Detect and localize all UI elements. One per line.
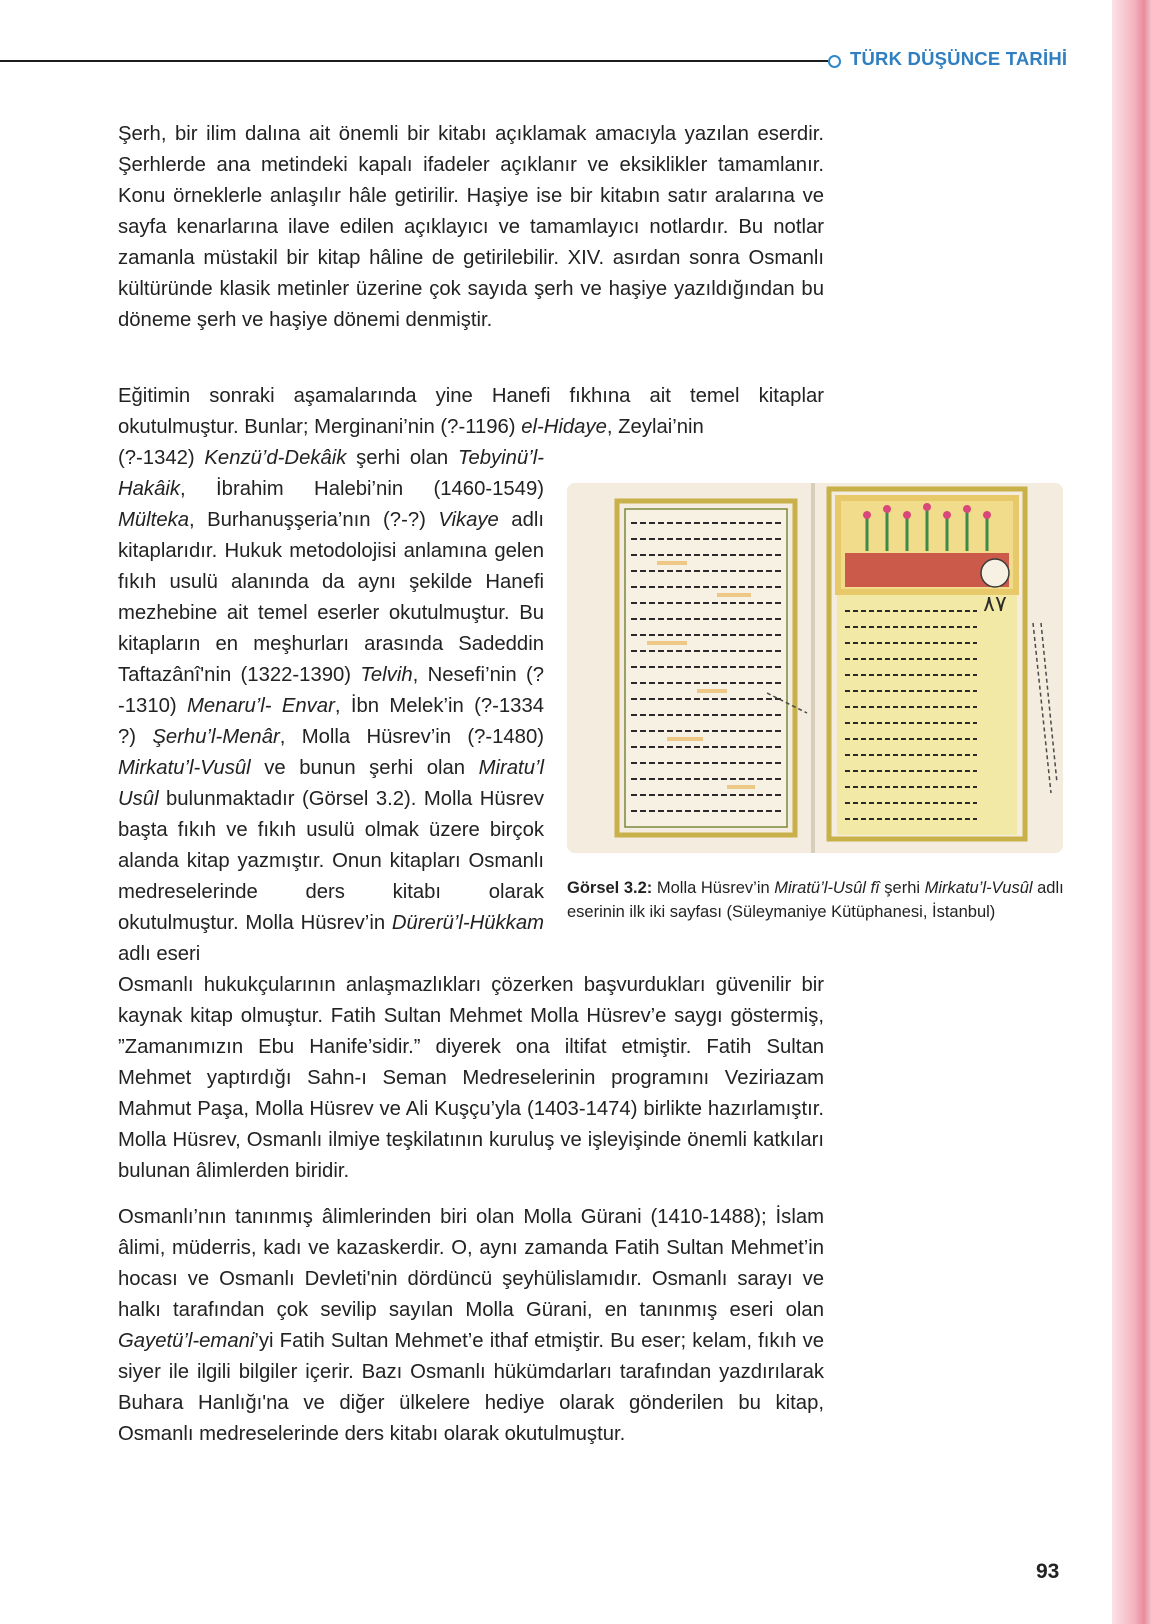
book-title: Miratu’l Usûl (118, 757, 544, 810)
p3-text: ’yi Fatih Sultan Mehmet’e ithaf etmiştir. Bu eser; kelam, fıkıh ve siyer ile ilgili bilgiler içerir. Bazı Osmanlı hükümdarları tarafından yazdırılarak Buhara Hanlığı'na ve diğer ülkelere hediye olarak gönderilen bu kitap, Osmanlı medreselerinde ders kitabı olarak okutulmuştur. (118, 1330, 824, 1445)
book-title: Gayetü’l-emani (118, 1330, 255, 1352)
book-title: Şerhu’l-Menâr (152, 726, 280, 748)
book-title: el-Hidaye (521, 416, 607, 438)
p2-text: adlı kitaplarıdır. Hukuk metodolojisi anlamına gelen fıkıh usulü alanında da aynı şekilde Hanefi mezhebine ait temel eserler okutulmuştur. Bu kitapların en meşhurları arasında Sadeddin Taftazânî'nin (1322-1390) (118, 509, 544, 686)
p2-text-wide: Osmanlı hukukçularının anlaşmazlıkları çözerken başvurdukları güvenilir bir kaynak kitap olmuştur. Fatih Sultan Mehmet Molla Hüsrev’e saygı göstermiş, ”Zamanımızın Ebu Hanife’sidir.” diyerek ona iltifat etmiştir. Fatih Sultan Mehmet yaptırdığı Sahn-ı Seman Medreselerinin programını Veziriazam Mahmut Paşa, Molla Hüsrev ve Ali Kuşçu’yla (1403-1474) birlikte hazırlamıştır. Molla Hüsrev, Osmanlı ilmiye teşkilatının kuruluş ve işleyişinde önemli katkıları bulunan âlimlerden biridir. (118, 974, 824, 1182)
p3-text: Osmanlı’nın tanınmış âlimlerinden biri olan Molla Gürani (1410-1488); İslam âlimi, müderris, kadı ve kazaskerdir. O, aynı zamanda Fatih Sultan Mehmet’in hocası ve Osmanlı Devleti'nin dördüncü şeyhülislamıdır. Osmanlı sarayı ve halkı tarafından çok sevilip sayılan Molla Gürani, en tanınmış eseri olan (118, 1206, 824, 1321)
paragraph-molla-gurani (118, 1202, 824, 1450)
header-circle-icon (828, 55, 841, 68)
p2-text: ve bunun şerhi olan (250, 757, 479, 779)
running-header: TÜRK DÜŞÜNCE TARİHİ (850, 48, 1068, 69)
caption-text: şerhi (879, 879, 925, 897)
book-title: Menaru’l- Envar (186, 695, 335, 717)
book-title: Mirkatu’l-Vusûl (118, 757, 251, 779)
p2-text: (?-1342) (118, 447, 205, 469)
caption-title: Miratü’l-Usûl fî (774, 879, 880, 897)
paragraph-serh-hasiye: Şerh, bir ilim dalına ait önemli bir kitabı açıklamak amacıyla yazılan eserdir. Şerhlerde ana metindeki kapalı ifadeler açıklanır ve eksiklikler tamamlanır. Konu örneklerle anlaşılır hâle getirilir. Haşiye ise bir kitabın satır aralarına ve sayfa kenarlarına ilave edilen açıklayıcı ve tamamlayıcı notlardır. Bu notlar zamanla müstakil bir kitap hâline de getirilebilir. XIV. asırdan sonra Osmanlı kültüründe klasik metinler üzerine çok sayıda şerh ve haşiye yazıldığından bu döneme şerh ve haşiye dönemi denmiştir. (118, 123, 824, 331)
caption-text: adlı eserinin ilk iki sayfası (Süleymaniye Kütüphanesi, İstanbul) (567, 879, 1064, 921)
book-title: Telvih (360, 664, 413, 686)
book-title: Mülteka (118, 509, 190, 531)
manuscript-image (567, 483, 1063, 853)
seal-icon (981, 559, 1009, 587)
figure-caption (567, 876, 1067, 924)
manuscript-figure (567, 483, 1063, 853)
book-title: Dürerü’l-Hükkam (391, 912, 544, 934)
p2-text: şerhi olan (346, 447, 458, 469)
caption-title: Mirkatu’l-Vusûl (924, 879, 1033, 897)
caption-text: Molla Hüsrev’in (652, 879, 775, 897)
page-number: 93 (1036, 1560, 1060, 1583)
p2-text: , Nesefi’nin (?-1310) (118, 664, 544, 717)
p2-text: adlı eseri (118, 943, 201, 965)
p2-text: , Burhanuşşeria’nın (?-?) (189, 509, 439, 531)
p2-text: , İbn Melek’in (?-1334 ?) (118, 695, 545, 748)
book-title: Tebyinü’l-Hakâik (118, 447, 544, 500)
p2-text: , İbrahim Halebi’nin (1460-1549) (180, 478, 544, 500)
book-title: Vikaye (438, 509, 499, 531)
book-title: Kenzü’d-Dekâik (204, 447, 347, 469)
folio-number: ٨٧ (983, 592, 1007, 617)
page-edge-strip (1112, 0, 1152, 1624)
narrow-column (118, 443, 544, 970)
header-rule (0, 60, 828, 62)
p2-text: , Zeylai’nin (606, 416, 704, 438)
p2-text: Eğitimin sonraki aşamalarında yine Hanefi fıkhına ait temel kitaplar okutulmuştur. Bunlar; Merginani’nin (?-1196) (118, 385, 824, 438)
p2-text: , Molla Hüsrev’in (?-1480) (279, 726, 544, 748)
p2-text: bulunmaktadır (Görsel 3.2). Molla Hüsrev başta fıkıh ve fıkıh usulü olmak üzere birçok alanda kitap yazmıştır. Onun kitapları Osmanlı medreselerinde ders kitabı olarak okutulmuştur. Molla Hüsrev’in (118, 788, 544, 934)
caption-label: Görsel 3.2: (567, 879, 653, 897)
